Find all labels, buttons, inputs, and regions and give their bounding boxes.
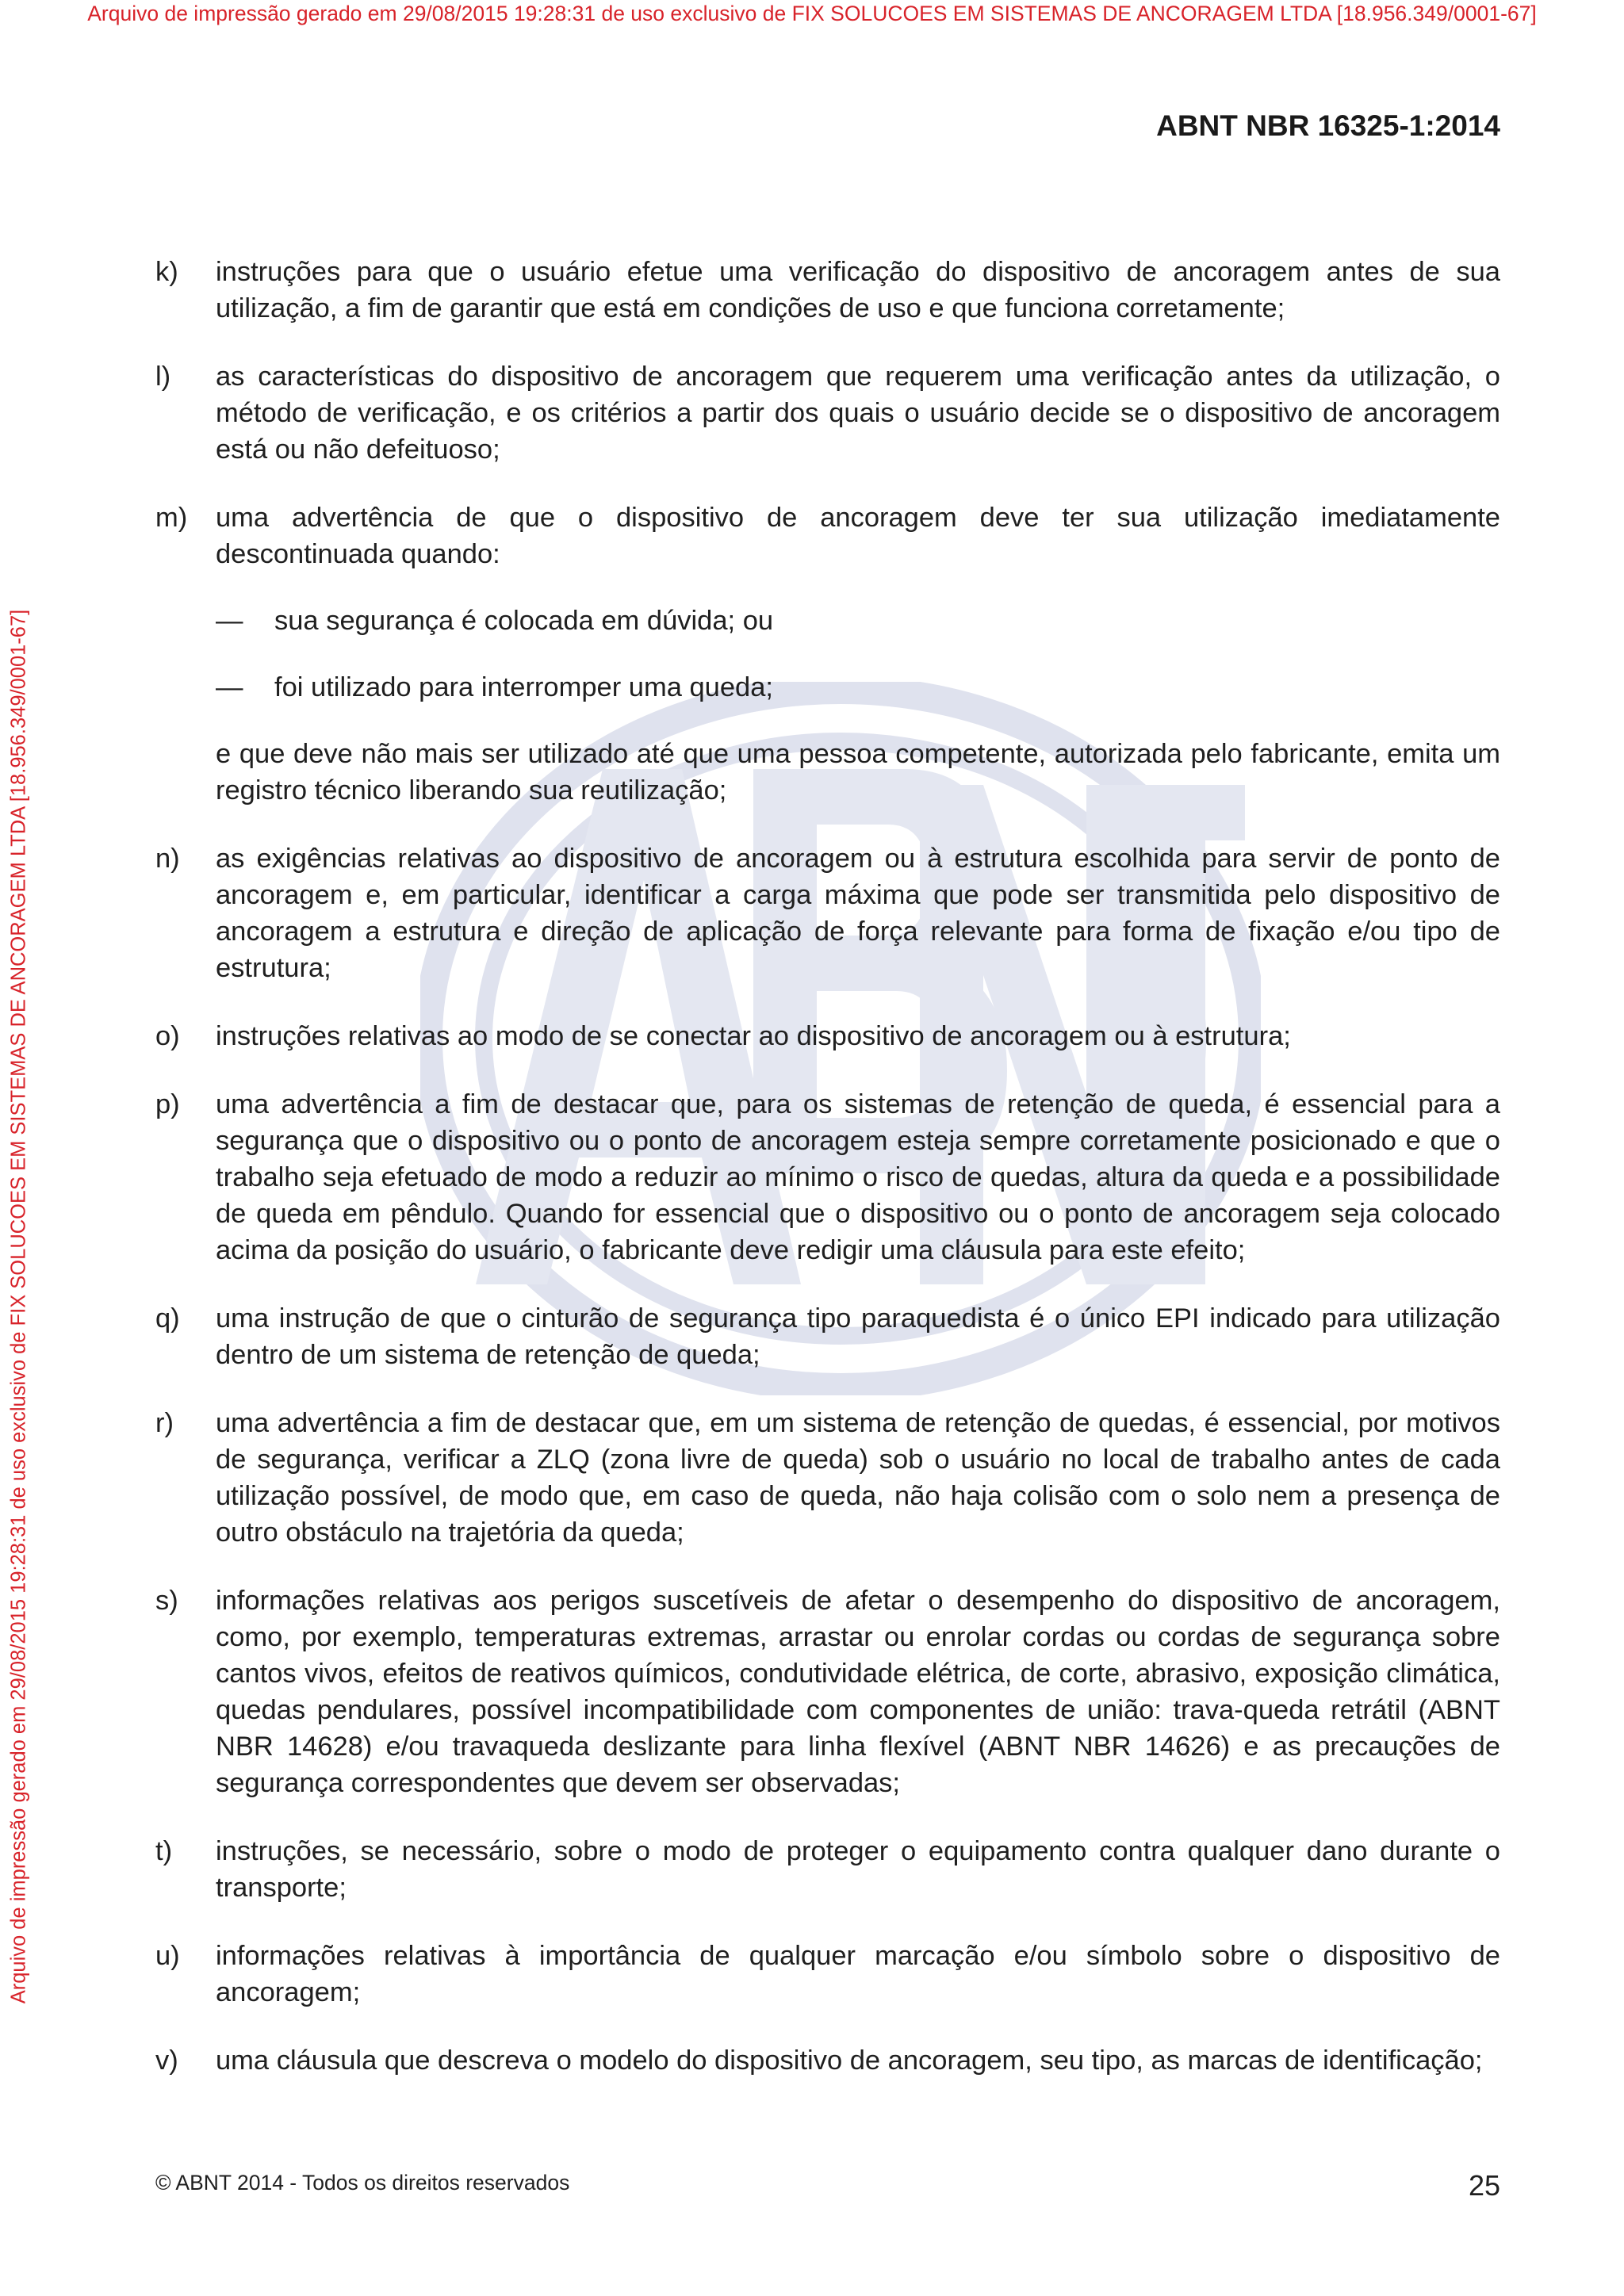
list-marker: n) xyxy=(155,844,180,874)
list-item xyxy=(155,499,1500,809)
list-item-text: uma advertência a fim de destacar que, para os sistemas de retenção de queda, é essencial para a segurança que o dispositivo ou o ponto de ancoragem esteja sempre corretamente posicionado e que o trabalho seja efetuado de modo a reduzir ao mínimo o risco de quedas, altura da queda e a possibilidade de queda em pêndulo. Quando for essencial que o dispositivo ou o ponto de ancoragem seja colocado acima da posição do usuário, o fabricante deve redigir uma cláusula para este efeito; xyxy=(216,1089,1500,1265)
list-item xyxy=(155,1833,1500,1906)
list-marker: v) xyxy=(155,2045,178,2076)
list-item-text: uma advertência de que o dispositivo de ancoragem deve ter sua utilização imediatamente descontinuada quando: xyxy=(216,503,1500,569)
list-item xyxy=(155,254,1500,327)
list-marker: u) xyxy=(155,1941,180,1971)
list-item-text: informações relativas à importância de qualquer marcação e/ou símbolo sobre o dispositivo de ancoragem; xyxy=(216,1941,1500,2007)
continuation-paragraph: e que deve não mais ser utilizado até que uma pessoa competente, autorizada pelo fabricante, emita um registro técnico liberando sua reutilização; xyxy=(216,739,1500,806)
list-marker: r) xyxy=(155,1408,174,1438)
dash-marker: — xyxy=(216,606,243,636)
list-marker: p) xyxy=(155,1089,180,1119)
list-item xyxy=(155,1938,1500,2011)
page-number: 25 xyxy=(1468,2169,1500,2202)
list-item xyxy=(155,840,1500,986)
list-item xyxy=(155,1582,1500,1801)
list-marker: k) xyxy=(155,257,178,287)
list-item xyxy=(155,2042,1500,2079)
list-item-text: instruções, se necessário, sobre o modo de proteger o equipamento contra qualquer dano durante o transporte; xyxy=(216,1836,1500,1903)
sub-list-item xyxy=(216,603,1500,639)
list-item-text: uma advertência a fim de destacar que, em um sistema de retenção de quedas, é essencial, por motivos de segurança, verificar a ZLQ (zona livre de queda) sob o usuário no local de trabalho antes de cada utilização possível, de modo que, em caso de queda, não haja colisão com o solo nem a presença de outro obstáculo na trajetória da queda; xyxy=(216,1408,1500,1548)
sub-list-item xyxy=(216,669,1500,706)
dash-marker: — xyxy=(216,672,243,702)
standard-header: ABNT NBR 16325-1:2014 xyxy=(1156,109,1500,142)
print-notice-top: Arquivo de impressão gerado em 29/08/2015 19:28:31 de uso exclusivo de FIX SOLUCOES EM SISTEMAS DE ANCORAGEM LTDA [18.956.349/0001-67] xyxy=(87,2,1537,25)
list-item xyxy=(155,1086,1500,1269)
list-marker: s) xyxy=(155,1586,178,1616)
document-body xyxy=(155,254,1500,2110)
list-item-text: instruções relativas ao modo de se conectar ao dispositivo de ancoragem ou à estrutura; xyxy=(216,1021,1291,1051)
list-item xyxy=(155,1300,1500,1373)
print-notice-left-text: Arquivo de impressão gerado em 29/08/2015 19:28:31 de uso exclusivo de FIX SOLUCOES EM SISTEMAS DE ANCORAGEM LTDA [18.956.349/0001-67] xyxy=(7,609,30,2004)
copyright-notice: © ABNT 2014 - Todos os direitos reservados xyxy=(155,2171,570,2195)
sub-list-item-text: foi utilizado para interromper uma queda; xyxy=(274,672,774,702)
list-marker: o) xyxy=(155,1021,180,1051)
list-item-text: as características do dispositivo de ancoragem que requerem uma verificação antes da utilização, o método de verificação, e os critérios a partir dos quais o usuário decide se o dispositivo de ancoragem está ou não defeituoso; xyxy=(216,362,1500,465)
list-item xyxy=(155,1405,1500,1551)
list-item-text: instruções para que o usuário efetue uma verificação do dispositivo de ancoragem antes de sua utilização, a fim de garantir que está em condições de uso e que funciona corretamente; xyxy=(216,257,1500,323)
list-marker: q) xyxy=(155,1303,180,1334)
list-marker: t) xyxy=(155,1836,173,1866)
list-item-text: uma instrução de que o cinturão de segurança tipo paraquedista é o único EPI indicado para utilização dentro de um sistema de retenção de queda; xyxy=(216,1303,1500,1370)
list-item-text: uma cláusula que descreva o modelo do dispositivo de ancoragem, seu tipo, as marcas de identificação; xyxy=(216,2045,1483,2076)
list-item xyxy=(155,358,1500,468)
sub-list-item-text: sua segurança é colocada em dúvida; ou xyxy=(274,606,774,636)
list-item-text: informações relativas aos perigos suscetíveis de afetar o desempenho do dispositivo de ancoragem, como, por exemplo, temperaturas extremas, arrastar ou enrolar cordas ou cordas de segurança sobre cantos vivos, efeitos de reativos químicos, condutividade elétrica, de corte, abrasivo, exposição climática, quedas pendulares, possível incompatibilidade com componentes de união: trava-queda retrátil (ABNT NBR 14628) e/ou travaqueda deslizante para linha flexível (ABNT NBR 14626) e as precauções de segurança correspondentes que devem ser observadas; xyxy=(216,1586,1500,1798)
list-item xyxy=(155,1018,1500,1054)
list-item-text: as exigências relativas ao dispositivo de ancoragem ou à estrutura escolhida para servir de ponto de ancoragem e, em particular, identificar a carga máxima que pode ser transmitida pelo dispositivo de ancoragem a estrutura e direção de aplicação de força relevante para forma de fixação e/ou tipo de estrutura; xyxy=(216,844,1500,983)
list-marker: m) xyxy=(155,503,188,533)
list-marker: l) xyxy=(155,362,171,392)
